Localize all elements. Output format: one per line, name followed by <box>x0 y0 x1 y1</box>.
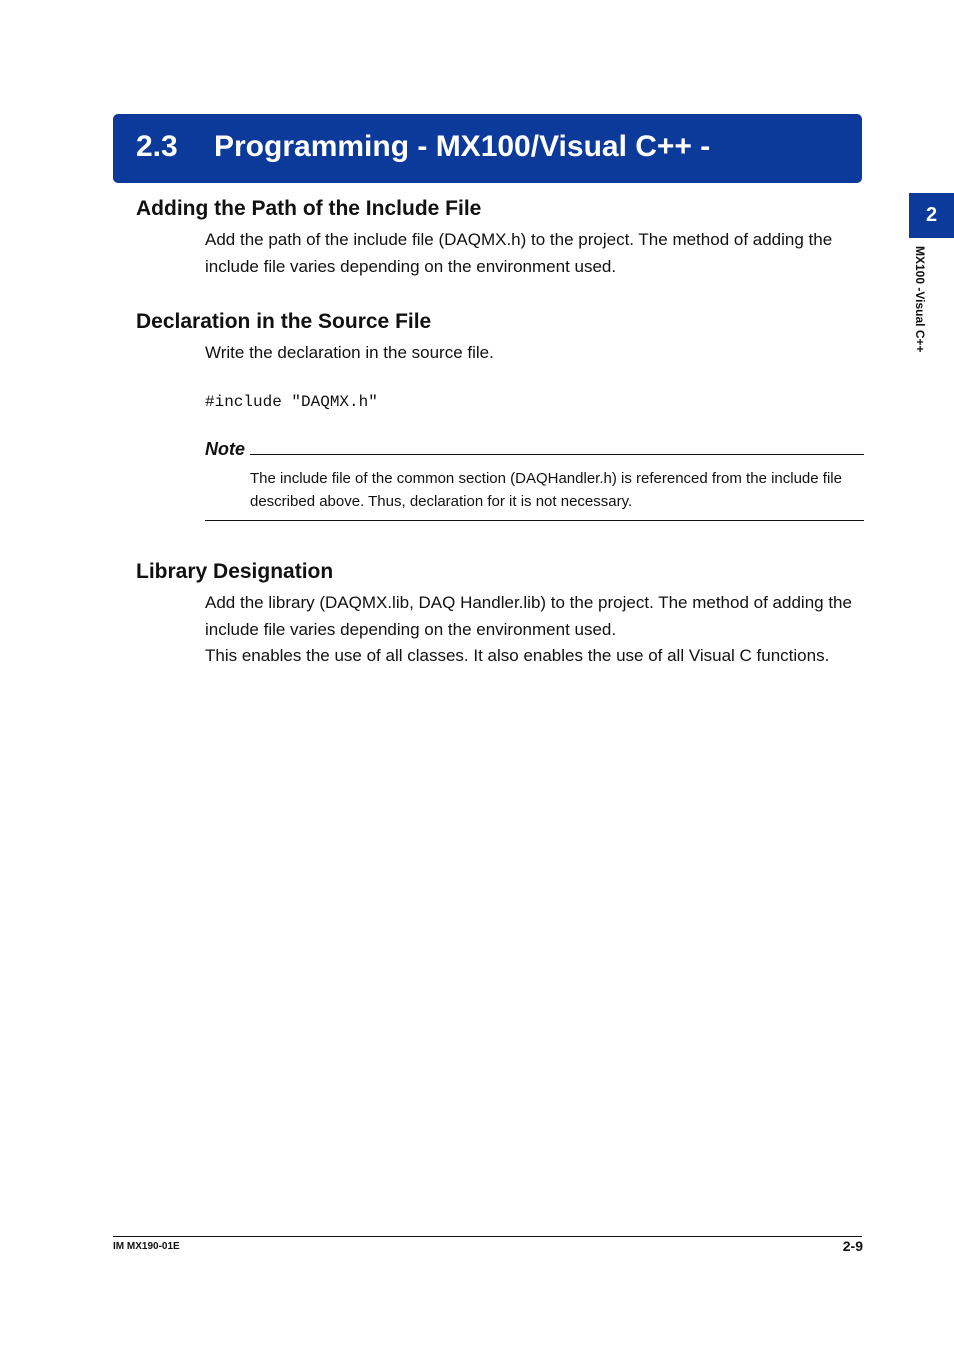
note-body: The include file of the common section (DAQHandler.h) is referenced from the include file described above. Thus, declaration for it is not necessary. <box>250 470 842 510</box>
paragraph-declaration: Write the declaration in the source file. <box>205 343 494 362</box>
note-label: Note <box>205 439 245 459</box>
paragraph-adding-path: Add the path of the include file (DAQMX.h) to the project. The method of adding the include file varies depending on the environment used. <box>205 230 833 276</box>
heading-adding-path: Adding the Path of the Include File <box>136 197 482 220</box>
footer-rule <box>113 1236 862 1237</box>
paragraph-library-1: Add the library (DAQMX.lib, DAQ Handler.lib) to the project. The method of adding the include file varies depending on the environment used. <box>205 593 852 639</box>
heading-declaration: Declaration in the Source File <box>136 310 432 333</box>
section-number: 2.3 <box>136 130 178 163</box>
note-bottom-rule <box>205 520 864 521</box>
heading-library-designation: Library Designation <box>136 560 334 583</box>
section-banner <box>113 114 862 183</box>
chapter-side-label: MX100 -Visual C++ <box>913 246 927 353</box>
chapter-tab: 2 <box>909 193 954 238</box>
code-include-line: #include "DAQMX.h" <box>205 393 378 411</box>
footer-page-number: 2-9 <box>842 1238 863 1254</box>
note-top-rule <box>250 454 864 455</box>
section-title: Programming - MX100/Visual C++ - <box>214 130 711 163</box>
footer-doc-id: IM MX190-01E <box>113 1241 180 1252</box>
paragraph-library-2: This enables the use of all classes. It also enables the use of all Visual C functions. <box>205 646 830 665</box>
